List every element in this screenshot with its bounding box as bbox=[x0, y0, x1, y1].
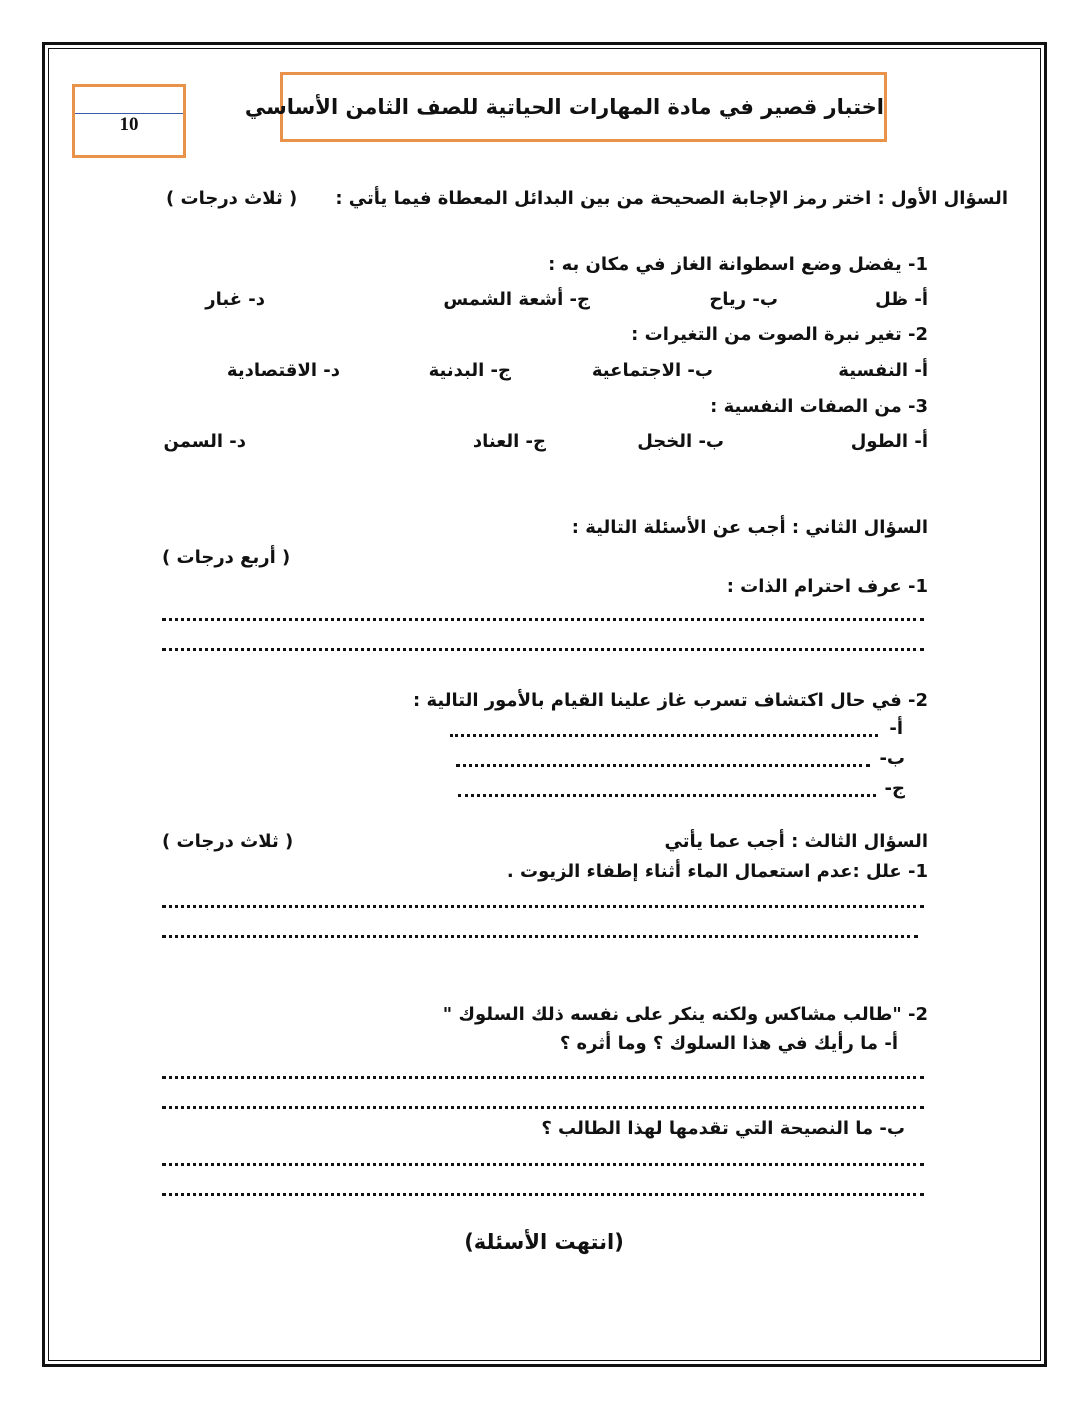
score-value: 10 bbox=[119, 114, 139, 135]
q1-heading: السؤال الأول : اختر رمز الإجابة الصحيحة من بين البدائل المعطاة فيما يأتي : bbox=[335, 188, 1008, 209]
q3-sub-b: ب- ما النصيحة التي تقدمها لهذا الطالب ؟ bbox=[541, 1118, 905, 1139]
answer-line bbox=[162, 1193, 924, 1196]
title-box bbox=[244, 72, 887, 142]
q1-item2-stem: 2- تغير نبرة الصوت من التغيرات : bbox=[631, 324, 928, 345]
q1-item3-option-a: أ- الطول bbox=[850, 431, 928, 452]
q1-item2-option-d: د- الاقتصادية bbox=[226, 360, 340, 381]
answer-line bbox=[450, 734, 878, 737]
q1-item1-stem: 1- يفضل وضع اسطوانة الغاز في مكان به : bbox=[548, 254, 928, 275]
q3-marks: ( ثلاث درجات ) bbox=[162, 831, 294, 852]
q1-item3-option-c: ج- العناد bbox=[472, 431, 546, 452]
q1-item2-option-b: ب- الاجتماعية bbox=[591, 360, 713, 381]
q1-item3-stem: 3- من الصفات النفسية : bbox=[710, 396, 928, 417]
q2-sub-label-c: ج- bbox=[884, 778, 905, 799]
exam-title: اختبار قصير في مادة المهارات الحياتية للصف الثامن الأساسي bbox=[244, 95, 884, 119]
q1-item1-option-d: د- غبار bbox=[205, 289, 265, 310]
answer-line bbox=[162, 1163, 924, 1166]
q2-marks: ( أربع درجات ) bbox=[162, 547, 291, 568]
answer-line bbox=[456, 764, 870, 767]
end-of-questions: (انتهت الأسئلة) bbox=[464, 1230, 624, 1254]
q1-item2-option-a: أ- النفسية bbox=[838, 360, 928, 381]
q1-item1-option-a: أ- ظل bbox=[875, 289, 928, 310]
answer-line bbox=[162, 905, 924, 908]
q1-item2-option-c: ج- البدنية bbox=[428, 360, 511, 381]
q2-sub-label-b: ب- bbox=[879, 748, 905, 769]
q3-item1: 1- علل :عدم استعمال الماء أثناء إطفاء الزيوت . bbox=[506, 861, 928, 882]
q2-item1: 1- عرف احترام الذات : bbox=[726, 576, 928, 597]
q2-item2: 2- في حال اكتشاف تسرب غاز علينا القيام بالأمور التالية : bbox=[412, 690, 928, 711]
q1-marks: ( ثلاث درجات ) bbox=[166, 188, 298, 209]
q3-heading: السؤال الثالث : أجب عما يأتي bbox=[664, 831, 928, 852]
answer-line bbox=[162, 935, 918, 938]
q3-item2: 2- "طالب مشاكس ولكنه ينكر على نفسه ذلك السلوك " bbox=[442, 1004, 928, 1025]
answer-line bbox=[458, 794, 876, 797]
q2-heading: السؤال الثاني : أجب عن الأسئلة التالية : bbox=[571, 517, 928, 538]
q3-sub-a: أ- ما رأيك في هذا السلوك ؟ وما أثره ؟ bbox=[559, 1033, 898, 1054]
q1-item3-option-b: ب- الخجل bbox=[637, 431, 724, 452]
q1-item3-option-d: د- السمن bbox=[163, 431, 246, 452]
answer-line bbox=[162, 1106, 924, 1109]
q1-item1-option-c: ج- أشعة الشمس bbox=[443, 289, 590, 310]
answer-line bbox=[162, 648, 924, 651]
answer-line bbox=[162, 618, 924, 621]
q2-sub-label-a: أ- bbox=[889, 718, 903, 739]
score-box bbox=[72, 84, 186, 158]
q1-item1-option-b: ب- رياح bbox=[709, 289, 778, 310]
answer-line bbox=[162, 1076, 924, 1079]
